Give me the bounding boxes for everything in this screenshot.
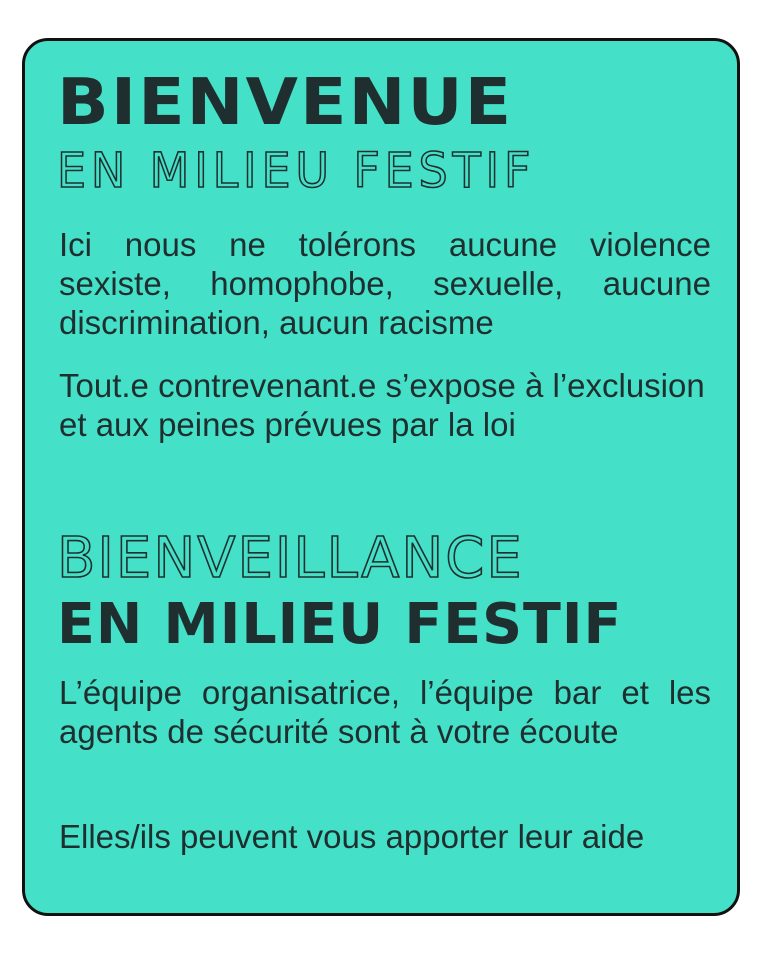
- staff-listening-paragraph: L’équipe organisatrice, l’équipe bar et les agents de sécurité sont à votre écoute: [59, 674, 711, 750]
- festive-setting-subheading: EN MILIEU FESTIF: [57, 143, 536, 199]
- poster-panel: [22, 38, 740, 916]
- festive-setting-heading: EN MILIEU FESTIF: [57, 592, 623, 657]
- no-tolerance-paragraph: Ici nous ne tolérons aucune violence sexiste, homophobe, sexuelle, aucune discrimination, aucun racisme: [59, 226, 711, 341]
- welcome-heading: BIENVENUE: [57, 66, 514, 140]
- offender-warning-paragraph: Tout.e contrevenant.e s’expose à l’exclusion et aux peines prévues par la loi: [59, 367, 705, 443]
- benevolence-heading: BIENVEILLANCE: [57, 526, 524, 591]
- staff-help-paragraph: Elles/ils peuvent vous apporter leur aide: [59, 818, 645, 855]
